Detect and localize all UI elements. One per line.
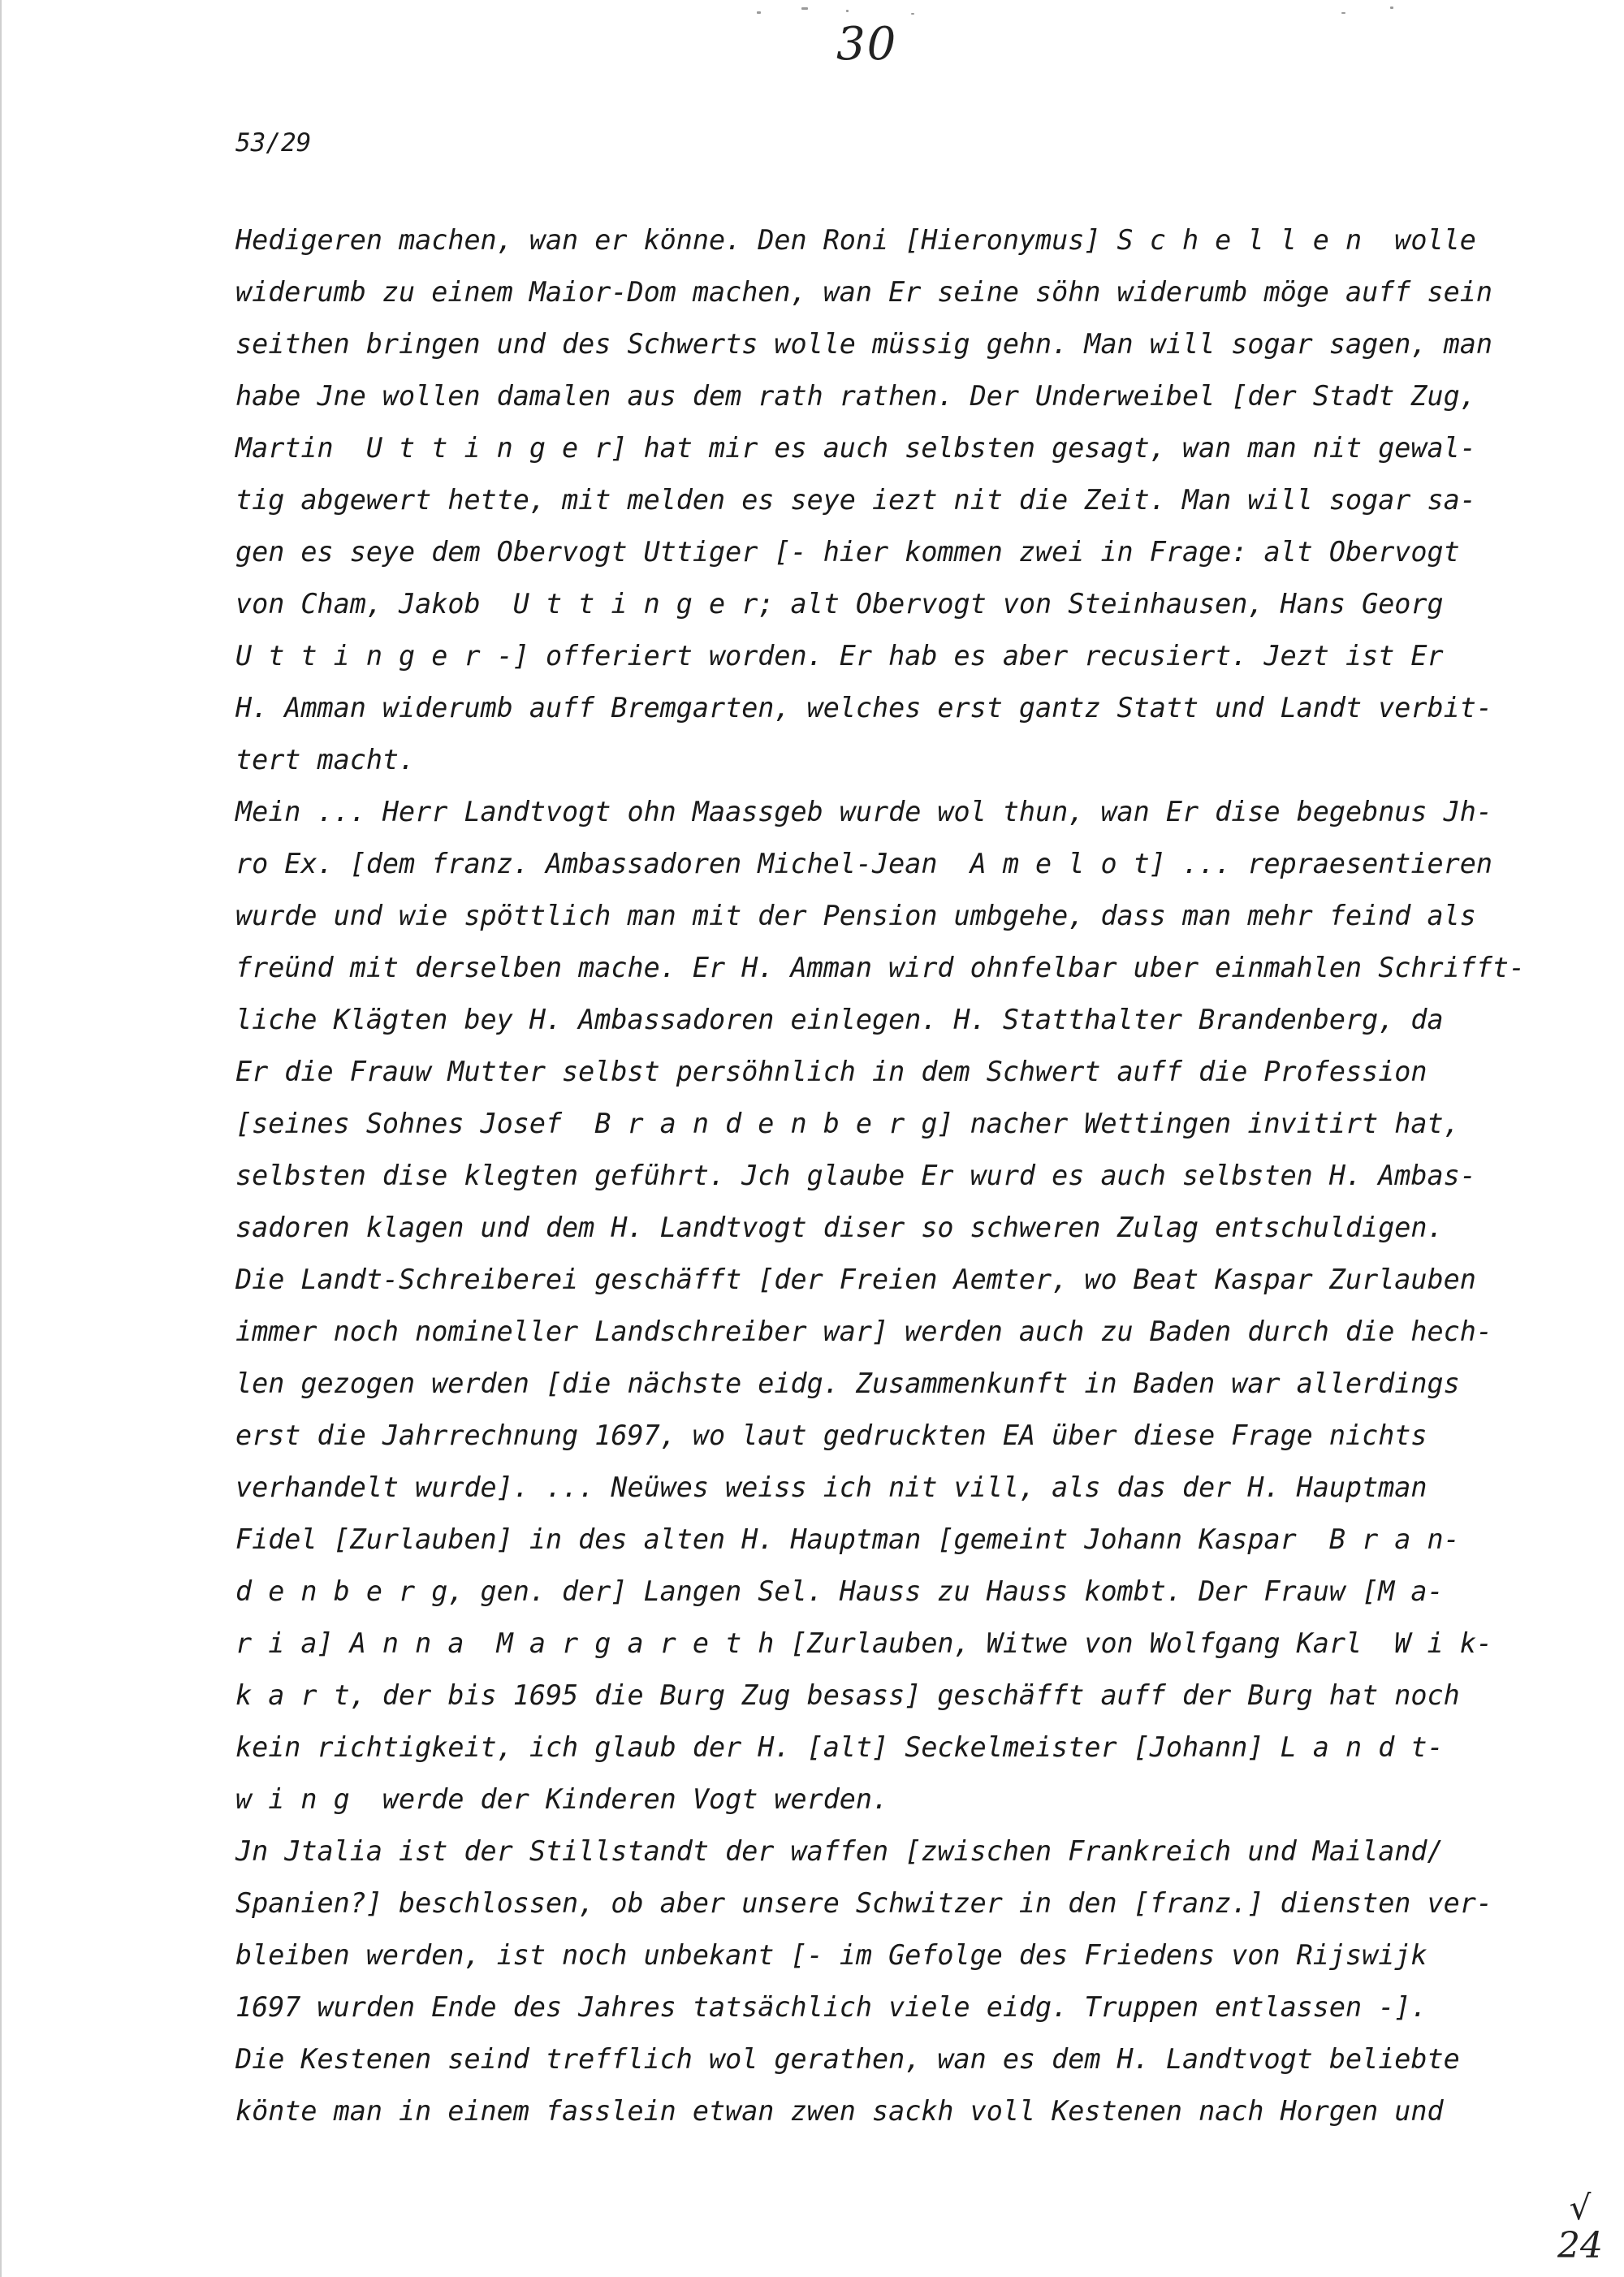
text-line: freünd mit derselben mache. Er H. Amman wird ohnfelbar uber einmahlen Schrifft- — [235, 952, 1526, 983]
handwritten-page-number: 30 — [836, 18, 898, 71]
text-line: len gezogen werden [die nächste eidg. Zusammenkunft in Baden war allerdings — [235, 1367, 1460, 1399]
text-line: Mein ... Herr Landtvogt ohn Maassgeb wurde wol thun, wan Er dise begebnus Jh- — [235, 796, 1492, 827]
text-line: H. Amman widerumb auff Bremgarten, welches erst gantz Statt und Landt verbit- — [235, 692, 1492, 724]
scan-speck — [911, 13, 914, 15]
text-line: Die Landt-Schreiberei geschäfft [der Freien Aemter, wo Beat Kaspar Zurlauben — [235, 1264, 1476, 1295]
text-line: gen es seye dem Obervogt Uttiger [- hier kommen zwei in Frage: alt Obervogt — [235, 536, 1460, 568]
text-line: könte man in einem fasslein etwan zwen sackh voll Kestenen nach Horgen und — [235, 2095, 1444, 2127]
text-line: U t t i n g e r -] offeriert worden. Er hab es aber recusiert. Jezt ist Er — [235, 640, 1444, 672]
text-line: Die Kestenen seind trefflich wol gerathen, wan es dem H. Landtvogt beliebte — [235, 2043, 1460, 2075]
text-line: Martin U t t i n g e r] hat mir es auch selbsten gesagt, wan man nit gewal- — [235, 432, 1476, 464]
scan-speck — [757, 11, 761, 14]
scan-speck — [1341, 12, 1345, 14]
text-line: verhandelt wurde]. ... Neüwes weiss ich nit vill, als das der H. Hauptman — [235, 1471, 1427, 1503]
text-line: kein richtigkeit, ich glaub der H. [alt] Seckelmeister [Johann] L a n d t- — [235, 1731, 1444, 1763]
text-line: wurde und wie spöttlich man mit der Pension umbgehe, dass man mehr feind als — [235, 900, 1476, 931]
text-line: ro Ex. [dem franz. Ambassadoren Michel-Jean A m e l o t] ... repraesentieren — [235, 848, 1492, 879]
text-line: von Cham, Jakob U t t i n g e r; alt Obervogt von Steinhausen, Hans Georg — [235, 588, 1444, 620]
scan-speck — [846, 10, 849, 12]
text-line: liche Klägten bey H. Ambassadoren einlegen. H. Statthalter Brandenberg, da — [235, 1004, 1444, 1035]
text-line: seithen bringen und des Schwerts wolle müssig gehn. Man will sogar sagen, man — [235, 328, 1492, 360]
scan-speck — [1390, 6, 1393, 9]
document-reference: 53/29 — [235, 128, 312, 158]
text-line: tig abgewert hette, mit melden es seye iezt nit die Zeit. Man will sogar sa- — [235, 484, 1476, 516]
text-line: d e n b e r g, gen. der] Langen Sel. Hauss zu Hauss kombt. Der Frauw [M a- — [235, 1575, 1444, 1607]
text-line: widerumb zu einem Maior-Dom machen, wan Er seine söhn widerumb möge auff sein — [235, 276, 1492, 308]
text-line: 1697 wurden Ende des Jahres tatsächlich viele eidg. Truppen entlassen -]. — [235, 1991, 1427, 2023]
text-line: w i n g werde der Kinderen Vogt werden. — [235, 1783, 889, 1815]
text-line: habe Jne wollen damalen aus dem rath rathen. Der Underweibel [der Stadt Zug, — [235, 380, 1476, 412]
margin-folio-number: 24 — [1557, 2225, 1603, 2266]
text-line: [seines Sohnes Josef B r a n d e n b e r g] nacher Wettingen invitirt hat, — [235, 1108, 1460, 1139]
text-line: Fidel [Zurlauben] in des alten H. Hauptman [gemeint Johann Kaspar B r a n- — [235, 1523, 1460, 1555]
text-line: Spanien?] beschlossen, ob aber unsere Schwitzer in den [franz.] diensten ver- — [235, 1887, 1492, 1919]
text-line: tert macht. — [235, 744, 416, 776]
text-line: Jn Jtalia ist der Stillstandt der waffen [zwischen Frankreich und Mailand/ — [235, 1835, 1444, 1867]
text-line: k a r t, der bis 1695 die Burg Zug besass] geschäfft auff der Burg hat noch — [235, 1679, 1460, 1711]
text-line: immer noch nomineller Landschreiber war] werden auch zu Baden durch die hech- — [235, 1316, 1492, 1347]
text-line: bleiben werden, ist noch unbekant [- im Gefolge des Friedens von Rijswijk — [235, 1939, 1427, 1971]
text-line: Hedigeren machen, wan er könne. Den Roni [Hieronymus] S c h e l l e n wolle — [235, 224, 1476, 256]
text-line: sadoren klagen und dem H. Landtvogt diser so schweren Zulag entschuldigen. — [235, 1212, 1444, 1243]
check-mark-icon: √ — [1569, 2188, 1592, 2227]
text-line: Er die Frauw Mutter selbst persöhnlich in dem Schwert auff die Profession — [235, 1056, 1427, 1087]
scan-speck — [801, 7, 808, 10]
text-line: r i a] A n n a M a r g a r e t h [Zurlauben, Witwe von Wolfgang Karl W i k- — [235, 1627, 1492, 1659]
margin-annotation — [1557, 2188, 1603, 2266]
text-line: erst die Jahrrechnung 1697, wo laut gedruckten EA über diese Frage nichts — [235, 1419, 1427, 1451]
text-line: selbsten dise klegten geführt. Jch glaube Er wurd es auch selbsten H. Ambas- — [235, 1160, 1476, 1191]
typed-body-text — [235, 214, 1616, 2137]
